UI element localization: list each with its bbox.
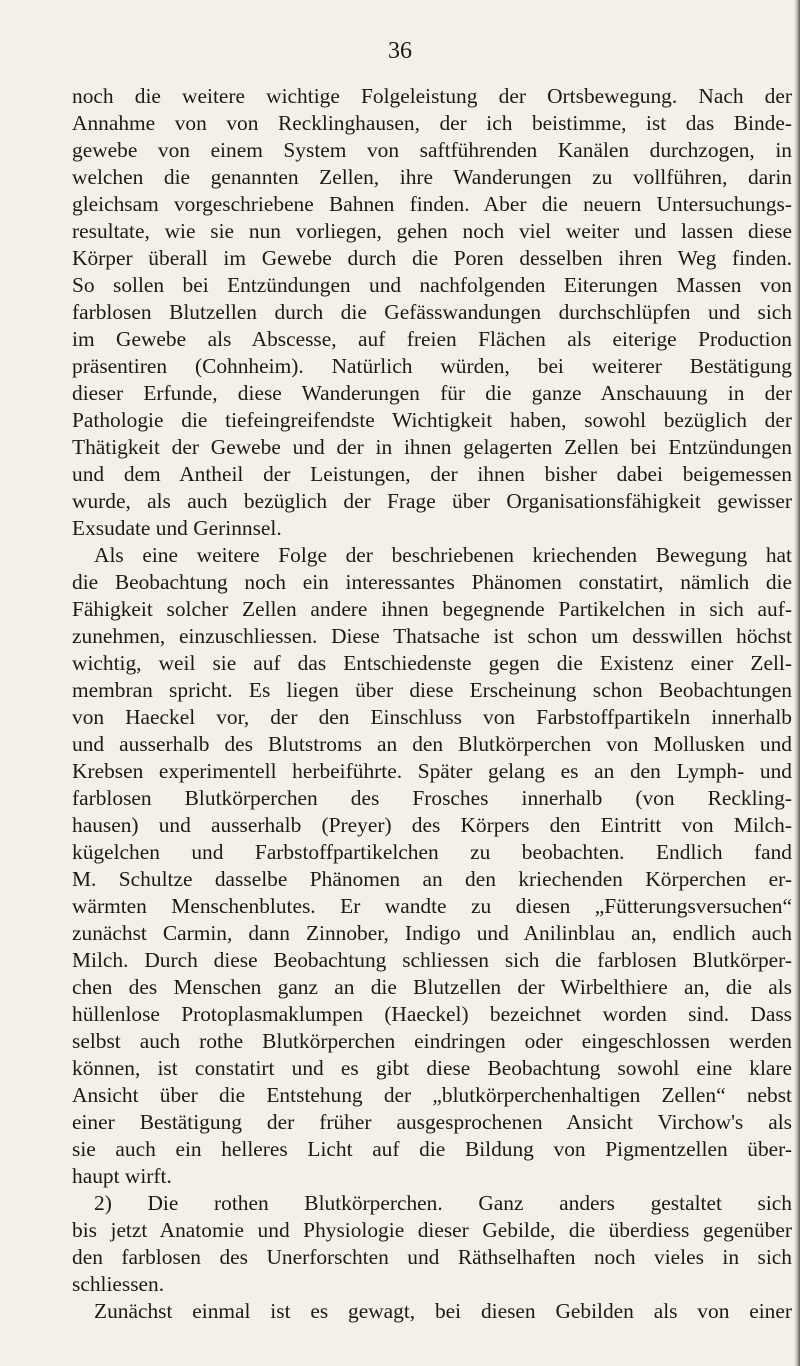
text-line: Als eine weitere Folge der beschriebenen kriechenden Bewegung hat — [94, 543, 792, 567]
text-line: Annahme von von Recklinghausen, der ich beistimme, ist das Binde- — [72, 111, 792, 135]
text-line: einer Bestätigung der früher ausgesprochenen Ansicht Virchow's als — [72, 1110, 792, 1134]
text-line: im Gewebe als Abscesse, auf freien Flächen als eiterige Production — [72, 327, 792, 351]
text-line: schliessen. — [72, 1272, 165, 1296]
page-edge-shadow — [794, 0, 800, 1366]
text-line: Exsudate und Gerinnsel. — [72, 516, 282, 540]
text-line: 2) Die rothen Blutkörperchen. Ganz anders gestaltet sich — [94, 1191, 792, 1215]
text-line: gewebe von einem System von saftführenden Kanälen durchzogen, in — [72, 138, 792, 162]
text-line: farblosen Blutzellen durch die Gefässwandungen durchschlüpfen und sich — [72, 300, 792, 324]
text-line: Krebsen experimentell herbeiführte. Später gelang es an den Lymph- und — [72, 759, 792, 783]
text-line: und ausserhalb des Blutstroms an den Blutkörperchen von Mollusken und — [72, 732, 792, 756]
text-line: gleichsam vorgeschriebene Bahnen finden. Aber die neuern Untersuchungs- — [72, 192, 792, 216]
text-line: den farblosen des Unerforschten und Räthselhaften noch vieles in sich — [72, 1245, 792, 1269]
text-line: wärmten Menschenblutes. Er wandte zu diesen „Fütterungsversuchen“ — [72, 894, 792, 918]
text-line: Ansicht über die Entstehung der „blutkörperchenhaltigen Zellen“ nebst — [72, 1083, 792, 1107]
text-line: M. Schultze dasselbe Phänomen an den kriechenden Körperchen er- — [72, 867, 792, 891]
text-line: welchen die genannten Zellen, ihre Wanderungen zu vollführen, darin — [72, 165, 792, 189]
text-line: zunächst Carmin, dann Zinnober, Indigo und Anilinblau an, endlich auch — [72, 921, 792, 945]
text-line: wichtig, weil sie auf das Entschiedenste gegen die Existenz einer Zell- — [72, 651, 792, 675]
text-line: sie auch ein helleres Licht auf die Bildung von Pigmentzellen über- — [72, 1137, 792, 1161]
text-line: Milch. Durch diese Beobachtung schliessen sich die farblosen Blutkörper- — [72, 948, 792, 972]
text-line: bis jetzt Anatomie und Physiologie dieser Gebilde, die überdiess gegenüber — [72, 1218, 792, 1242]
text-line: Fähigkeit solcher Zellen andere ihnen begegnende Partikelchen in sich auf- — [72, 597, 792, 621]
text-line: dieser Erfunde, diese Wanderungen für die ganze Anschauung in der — [72, 381, 792, 405]
text-line: farblosen Blutkörperchen des Frosches innerhalb (von Reckling- — [72, 786, 792, 810]
text-line: hüllenlose Protoplasmaklumpen (Haeckel) bezeichnet worden sind. Dass — [72, 1002, 792, 1026]
text-line: chen des Menschen ganz an die Blutzellen der Wirbelthiere an, die als — [72, 975, 792, 999]
text-line: wurde, als auch bezüglich der Frage über Organisationsfähigkeit gewisser — [72, 489, 792, 513]
text-line: die Beobachtung noch ein interessantes Phänomen constatirt, nämlich die — [72, 570, 792, 594]
text-line: hausen) und ausserhalb (Preyer) des Körpers den Eintritt von Milch- — [72, 813, 792, 837]
text-line: Pathologie die tiefeingreifendste Wichtigkeit haben, sowohl bezüglich der — [72, 408, 792, 432]
text-line: von Haeckel vor, der den Einschluss von Farbstoffpartikeln innerhalb — [72, 705, 792, 729]
text-line: So sollen bei Entzündungen und nachfolgenden Eiterungen Massen von — [72, 273, 792, 297]
text-line: zunehmen, einzuschliessen. Diese Thatsache ist schon um desswillen höchst — [72, 624, 792, 648]
text-line: und dem Antheil der Leistungen, der ihnen bisher dabei beigemessen — [72, 462, 792, 486]
text-line: können, ist constatirt und es gibt diese Beobachtung sowohl eine klare — [72, 1056, 792, 1080]
text-line: Thätigkeit der Gewebe und der in ihnen gelagerten Zellen bei Entzündungen — [72, 435, 792, 459]
text-line: noch die weitere wichtige Folgeleistung der Ortsbewegung. Nach der — [72, 84, 792, 108]
page-number: 36 — [388, 38, 412, 64]
text-line: selbst auch rothe Blutkörperchen eindringen oder eingeschlossen werden — [72, 1029, 792, 1053]
body-text — [72, 83, 792, 1325]
text-line: resultate, wie sie nun vorliegen, gehen noch viel weiter und lassen diese — [72, 219, 792, 243]
text-line: präsentiren (Cohnheim). Natürlich würden, bei weiterer Bestätigung — [72, 354, 792, 378]
text-line: membran spricht. Es liegen über diese Erscheinung schon Beobachtungen — [72, 678, 792, 702]
text-line: haupt wirft. — [72, 1164, 172, 1188]
text-line: kügelchen und Farbstoffpartikelchen zu beobachten. Endlich fand — [72, 840, 792, 864]
text-line: Zunächst einmal ist es gewagt, bei diesen Gebilden als von einer — [94, 1299, 792, 1323]
text-line: Körper überall im Gewebe durch die Poren desselben ihren Weg finden. — [72, 246, 792, 270]
